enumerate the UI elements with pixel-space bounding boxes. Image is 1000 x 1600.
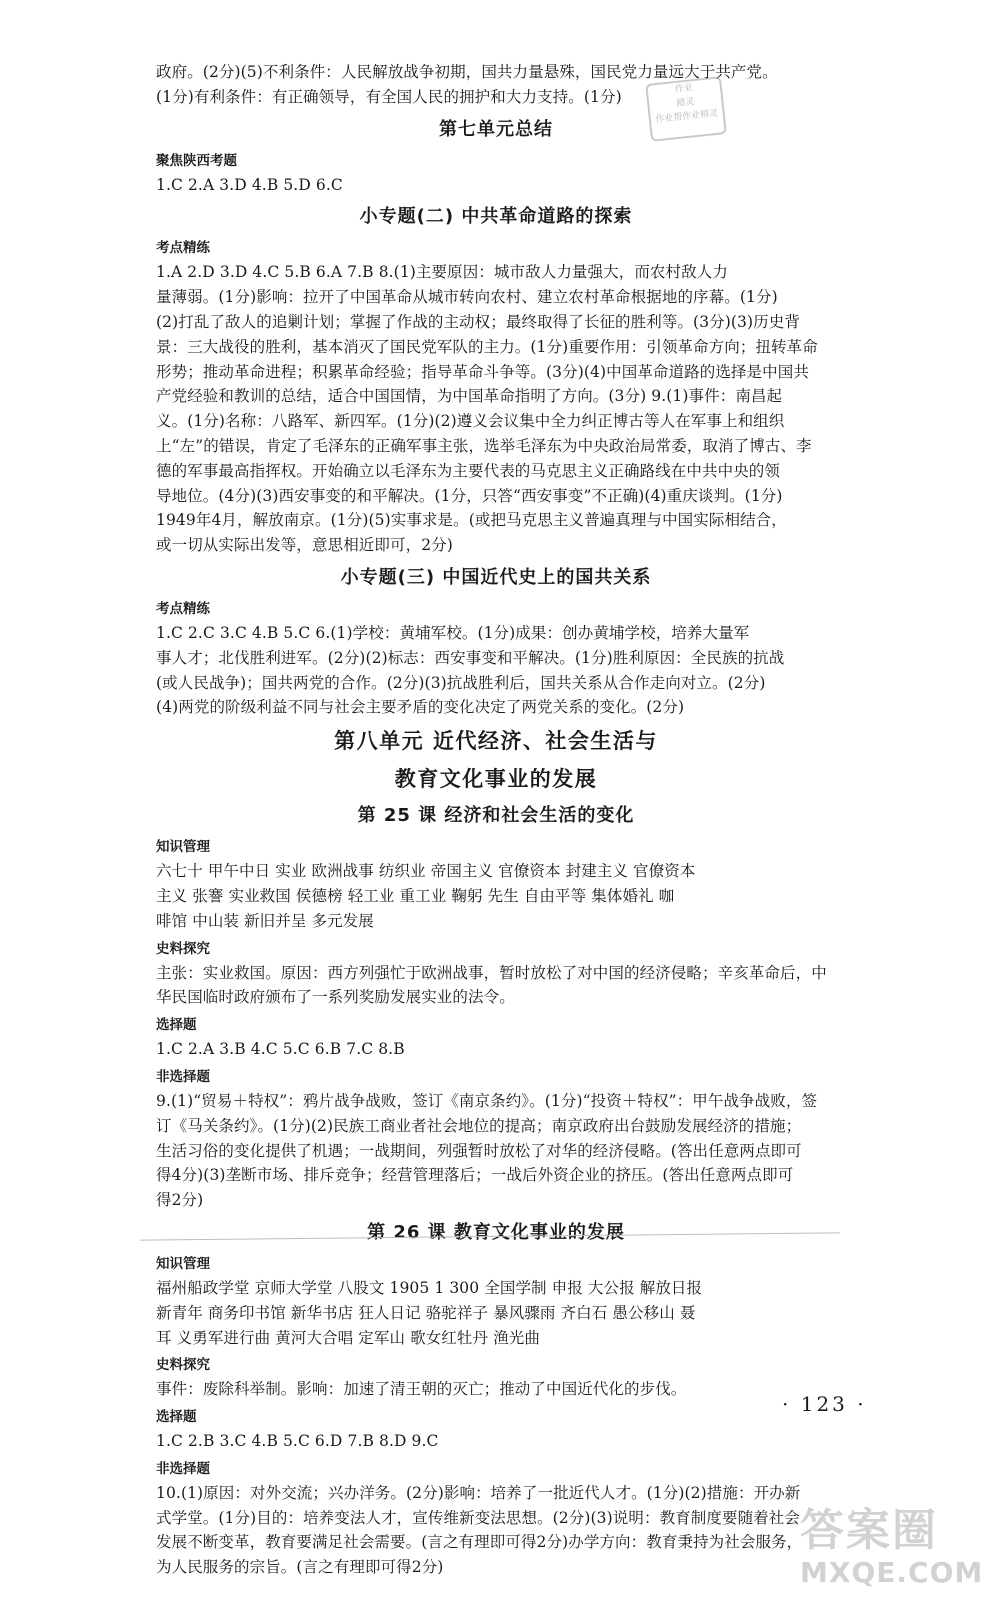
answer-line: 华民国临时政府颁布了一系列奖励发展实业的法令。 bbox=[156, 988, 515, 1007]
answer-line: (2)打乱了敌人的追剿计划；掌握了作战的主动权；最终取得了长征的胜利等。(3分)(3)历史背 bbox=[156, 312, 800, 331]
stamp-line-2: 精灵 bbox=[675, 97, 695, 109]
answer-line: 得2分) bbox=[156, 1191, 204, 1210]
answer-line: 式学堂。(1分)目的：培养变法人才，宣传维新变法思想。(2分)(3)说明：教育制度要随着社会 bbox=[156, 1508, 800, 1527]
answer-line: 量薄弱。(1分)影响：拉开了中国革命从城市转向农村、建立农村革命根据地的序幕。(1分) bbox=[156, 288, 778, 307]
answer-line: 主张：实业救国。原因：西方列强忙于欧洲战事，暂时放松了对中国的经济侵略；辛亥革命后，中 bbox=[156, 963, 827, 982]
section-title: 第七单元总结 bbox=[439, 118, 553, 140]
subsection-label: 知识管理 bbox=[156, 1255, 210, 1272]
answer-line: 政府。(2分)(5)不利条件：人民解放战争初期，国共力量悬殊，国民党力量远大于共产党。 bbox=[156, 63, 778, 81]
answer-line: 德的军事最高指挥权。开始确立以毛泽东为主要代表的马克思主义正确路线在中共中央的领 bbox=[156, 461, 781, 480]
answer-line: 得4分)(3)垄断市场、排斥竞争；经营管理落后；一战后外资企业的挤压。(答出任意两点即可 bbox=[156, 1166, 794, 1185]
section-title: 第 26 课 教育文化事业的发展 bbox=[367, 1221, 625, 1243]
answer-line: 1.A 2.D 3.D 4.C 5.B 6.A 7.B 8.(1)主要原因：城市敌人力量强大，而农村敌人力 bbox=[156, 263, 728, 282]
answer-line: 9.(1)“贸易＋特权”：鸦片战争战败，签订《南京条约》。(1分)“投资＋特权”：甲午战争战败，签 bbox=[156, 1091, 818, 1110]
subsection-label: 考点精练 bbox=[156, 600, 210, 617]
unit-title: 教育文化事业的发展 bbox=[394, 767, 598, 792]
answer-line: 1.C 2.A 3.B 4.C 5.C 6.B 7.C 8.B bbox=[156, 1040, 405, 1059]
stamp-line-3: 作业帮作业精灵 bbox=[654, 108, 719, 126]
page-number: · 123 · bbox=[782, 1392, 867, 1416]
subsection-label: 非选择题 bbox=[156, 1068, 210, 1085]
answer-line: 耳 义勇军进行曲 黄河大合唱 定军山 歌女红牡丹 渔光曲 bbox=[156, 1328, 540, 1347]
answer-line: 新青年 商务印书馆 新华书店 狂人日记 骆驼祥子 暴风骤雨 齐白石 愚公移山 聂 bbox=[156, 1303, 696, 1322]
answer-line: 主义 张謇 实业救国 侯德榜 轻工业 重工业 鞠躬 先生 自由平等 集体婚礼 咖 bbox=[156, 886, 675, 905]
answer-line: 福州船政学堂 京师大学堂 八股文 1905 1 300 全国学制 申报 大公报 解放日报 bbox=[156, 1278, 703, 1297]
answer-line: 上“左”的错误，肯定了毛泽东的正确军事主张，选举毛泽东为中央政治局常委，取消了博古、李 bbox=[156, 436, 812, 455]
answer-line: 生活习俗的变化提供了机遇；一战期间，列强暂时放松了对华的经济侵略。(答出任意两点即可 bbox=[156, 1141, 802, 1160]
answer-line: 订《马关条约》。(1分)(2)民族工商业者社会地位的提高；南京政府出台鼓励发展经济的措施； bbox=[156, 1116, 802, 1135]
subsection-label: 选择题 bbox=[156, 1409, 197, 1426]
answer-line: (或人民战争)；国共两党的合作。(2分)(3)抗战胜利后，国共关系从合作走向对立。(2分) bbox=[156, 673, 766, 692]
answer-line: 六七十 甲午中日 实业 欧洲战事 纺织业 帝国主义 官僚资本 封建主义 官僚资本 bbox=[156, 862, 696, 881]
answer-line: 义。(1分)名称：八路军、新四军。(1分)(2)遵义会议集中全力纠正博古等人在军事上和组织 bbox=[156, 412, 785, 431]
answer-line: 产党经验和教训的总结，适合中国国情，为中国革命指明了方向。(3分) 9.(1)事件：南昌起 bbox=[156, 387, 783, 406]
answer-content bbox=[156, 60, 836, 1580]
subsection-label: 知识管理 bbox=[156, 839, 210, 856]
site-watermark bbox=[800, 1505, 990, 1595]
answer-line: 10.(1)原因：对外交流；兴办洋务。(2分)影响：培养了一批近代人才。(1分)(2)措施：开办新 bbox=[156, 1483, 801, 1502]
answer-line: 为人民服务的宗旨。(言之有理即可得2分) bbox=[156, 1558, 444, 1577]
answer-line: 1949年4月，解放南京。(1分)(5)实事求是。(或把马克思主义普遍真理与中国实际相结合， bbox=[156, 511, 787, 530]
stamp-line-1: 作业 bbox=[674, 83, 694, 96]
subsection-label: 非选择题 bbox=[156, 1460, 210, 1477]
answer-line: 事人才；北伐胜利进军。(2分)(2)标志：西安事变和平解决。(1分)胜利原因：全民族的抗战 bbox=[156, 648, 785, 667]
answer-line: 啡馆 中山装 新旧并呈 多元发展 bbox=[156, 911, 374, 930]
answer-line: 1.C 2.C 3.C 4.B 5.C 6.(1)学校：黄埔军校。(1分)成果：创办黄埔学校，培养大量军 bbox=[156, 623, 750, 642]
answer-line: (4)两党的阶级利益不同与社会主要矛盾的变化决定了两党关系的变化。(2分) bbox=[156, 698, 685, 717]
answer-line: (1分)有利条件：有正确领导，有全国人民的拥护和大力支持。(1分) bbox=[156, 87, 622, 106]
answer-line: 事件：废除科举制。影响：加速了清王朝的灭亡；推动了中国近代化的步伐。 bbox=[156, 1380, 687, 1399]
subsection-label: 考点精练 bbox=[156, 240, 210, 257]
section-title: 小专题(二) 中共革命道路的探索 bbox=[359, 206, 633, 228]
answer-line: 景：三大战役的胜利，基本消灭了国民党军队的主力。(1分)重要作用：引领革命方向；扭转革命 bbox=[156, 337, 818, 356]
answer-line: 形势；推动革命进程；积累革命经验；指导革命斗争等。(3分)(4)中国革命道路的选择是中国共 bbox=[156, 362, 809, 381]
section-title: 第 25 课 经济和社会生活的变化 bbox=[357, 805, 635, 827]
answer-line: 发展不断变革，教育要满足社会需要。(言之有理即可得2分)办学方向：教育秉持为社会服务， bbox=[156, 1533, 803, 1552]
answer-line: 1.C 2.A 3.D 4.B 5.D 6.C bbox=[156, 175, 343, 194]
watermark-logo: 答案圈 bbox=[800, 1505, 938, 1556]
watermark-url: MXQE.COM bbox=[800, 1556, 984, 1589]
subsection-label: 史料探究 bbox=[156, 1357, 210, 1374]
subsection-label: 聚焦陕西考题 bbox=[156, 152, 237, 169]
subsection-label: 史料探究 bbox=[156, 940, 210, 957]
section-title: 小专题(三) 中国近代史上的国共关系 bbox=[340, 566, 652, 588]
answer-line: 导地位。(4分)(3)西安事变的和平解决。(1分，只答“西安事变”不正确)(4)重庆谈判。(1分) bbox=[156, 486, 783, 505]
unit-title: 第八单元 近代经济、社会生活与 bbox=[334, 729, 658, 754]
answer-line: 1.C 2.B 3.C 4.B 5.C 6.D 7.B 8.D 9.C bbox=[156, 1432, 439, 1451]
answer-line: 或一切从实际出发等，意思相近即可，2分) bbox=[156, 536, 453, 555]
subsection-label: 选择题 bbox=[156, 1017, 197, 1034]
